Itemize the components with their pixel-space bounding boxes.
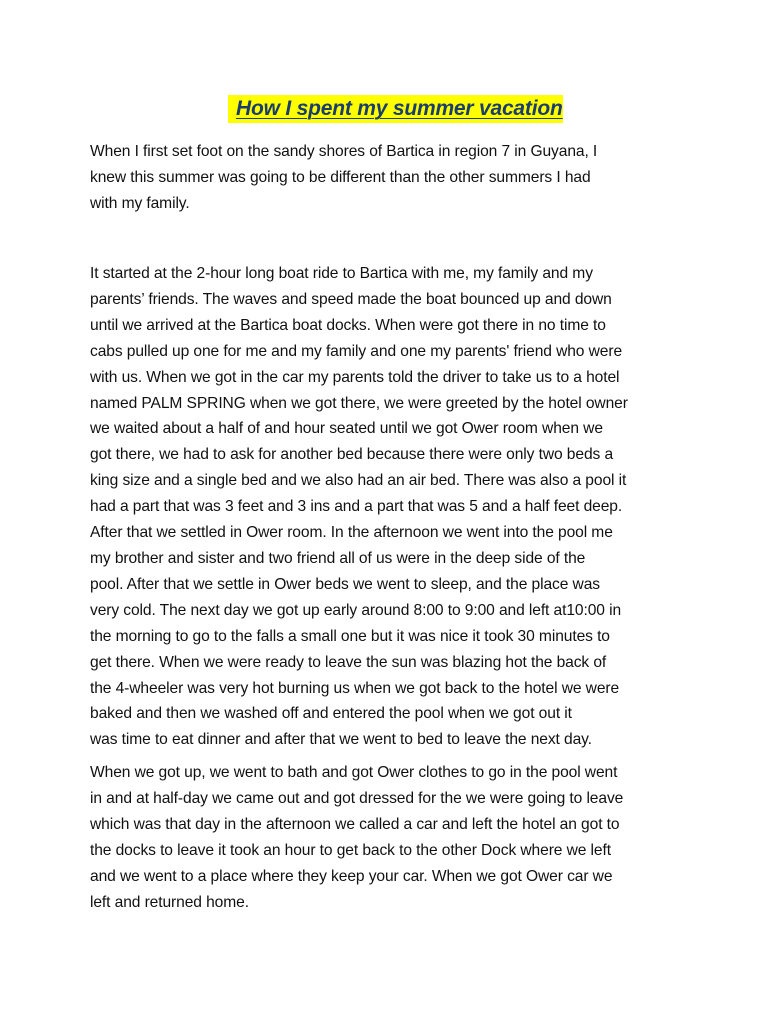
paragraph-return-home: When we got up, we went to bath and got Ower clothes to go in the pool went in and at half-day we came out and got dressed for the we were going to leave which was that day in the afternoon we called a car and left the hotel an got to the docks to leave it took an hour to get back to the other Dock where we left and we went to a place where they keep your car. When we got Ower car we left and returned home. <box>90 764 624 911</box>
document-title: How I spent my summer vacation <box>228 95 563 123</box>
title-container <box>228 95 563 123</box>
paragraph-boat-ride: It started at the 2-hour long boat ride to Bartica with me, my family and my parents’ friends. The waves and speed made the boat bounced up and down until we arrived at the Bartica boat docks. When were got there in no time to cabs pulled up one for me and my family and one my parents' friend who were with us. When we got in the car my parents told the driver to take us to a hotel named PALM SPRING when we got there, we were greeted by the hotel owner we waited about a half of and hour seated until we got Ower room when we got there, we had to ask for another bed because there were only two beds a king size and a single bed and we also had an air bed. There was also a pool it had a part that was 3 feet and 3 ins and a part that was 5 and a half feet deep. After that we settled in Ower room. In the afternoon we went into the pool me my brother and sister and two friend all of us were in the deep side of the pool. After that we settle in Ower beds we went to sleep, and the place was very cold. The next day we got up early around 8:00 to 9:00 and left at10:00 in the morning to go to the falls a small one but it was nice it took 30 minutes to get there. When we were ready to leave the sun was blazing hot the back of the 4-wheeler was very hot burning us when we got back to the hotel we were baked and then we washed off and entered the pool when we got out it was time to eat dinner and after that we went to bed to leave the next day. <box>90 265 628 749</box>
paragraph-intro: When I first set foot on the sandy shores of Bartica in region 7 in Guyana, I knew this summer was going to be different than the other summers I had with my family. <box>90 143 598 212</box>
